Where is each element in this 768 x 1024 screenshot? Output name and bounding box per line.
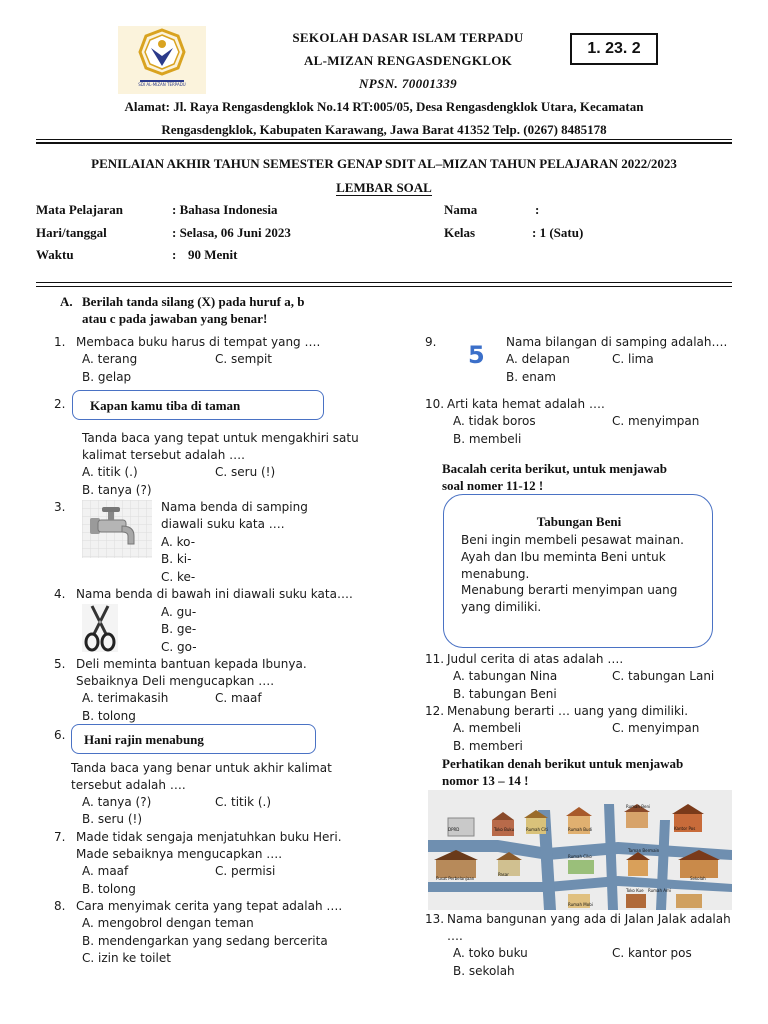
address-line-1: Alamat: Jl. Raya Rengasdengklok No.14 RT:005/05, Desa Rengasdengklok Utara, Kecamatan bbox=[124, 99, 644, 114]
map-label-rumah-ami: Rumah Ami bbox=[648, 888, 672, 893]
q5-text-2: Sebaiknya Deli mengucapkan …. bbox=[76, 674, 275, 688]
q6-option-b[interactable]: B. seru (!) bbox=[82, 812, 143, 826]
q7-option-a[interactable]: A. maaf bbox=[82, 864, 129, 878]
q4-number: 4. bbox=[54, 587, 66, 601]
q1-option-a[interactable]: A. terang bbox=[82, 352, 138, 366]
name-value: : bbox=[535, 202, 540, 217]
q5-option-b[interactable]: B. tolong bbox=[82, 709, 136, 723]
q3-option-b[interactable]: B. ki- bbox=[161, 552, 192, 566]
map-label-rumah-budi: Rumah Budi bbox=[568, 827, 593, 832]
q10-number: 10. bbox=[425, 397, 445, 411]
story-intro-1: Bacalah cerita berikut, untuk menjawab bbox=[442, 461, 667, 476]
q7-text-2: Made sebaiknya mengucapkan …. bbox=[76, 847, 283, 861]
q1-option-b[interactable]: B. gelap bbox=[82, 370, 132, 384]
q4-option-b[interactable]: B. ge- bbox=[161, 622, 197, 636]
q6-text-2: tersebut adalah …. bbox=[71, 778, 186, 792]
map-label-toko-buku: Toko Buku bbox=[494, 827, 515, 832]
map-label-rumah-beni: Rumah Beni bbox=[626, 804, 651, 809]
faucet-image bbox=[82, 500, 152, 558]
map-label-dprd: DPRD bbox=[448, 827, 460, 832]
q9-option-a[interactable]: A. delapan bbox=[506, 352, 570, 366]
q3-option-c[interactable]: C. ke- bbox=[161, 570, 196, 584]
story-title: Tabungan Beni bbox=[536, 514, 622, 529]
npsn: NPSN. 70001339 bbox=[358, 76, 458, 91]
q7-number: 7. bbox=[54, 830, 66, 844]
q2-text-2: kalimat tersebut adalah …. bbox=[82, 448, 245, 462]
q5-option-a[interactable]: A. terimakasih bbox=[82, 691, 169, 705]
q4-text: Nama benda di bawah ini diawali suku kata…. bbox=[76, 587, 353, 601]
q9-numeral: 5 bbox=[468, 341, 485, 369]
q13-option-a[interactable]: A. toko buku bbox=[453, 946, 528, 960]
story-line-1: Beni ingin membeli pesawat mainan. bbox=[461, 533, 684, 547]
q10-option-a[interactable]: A. tidak boros bbox=[453, 414, 536, 428]
date-label: Hari/tanggal bbox=[36, 225, 107, 240]
q2-text-1: Tanda baca yang tepat untuk mengakhiri satu bbox=[82, 431, 359, 445]
q13-text-2: …. bbox=[447, 929, 463, 943]
map-label-pusat-perbelanjaan: Pusat Perbelanjaan bbox=[436, 876, 475, 881]
q10-option-b[interactable]: B. membeli bbox=[453, 432, 522, 446]
info-divider-bottom bbox=[36, 286, 732, 287]
address-line-2: Rengasdengklok, Kabupaten Karawang, Jawa Barat 41352 Telp. (0267) 8485178 bbox=[161, 122, 607, 137]
faucet-icon bbox=[82, 500, 152, 558]
map-illustration bbox=[428, 790, 732, 910]
q11-option-c[interactable]: C. tabungan Lani bbox=[612, 669, 715, 683]
map-label-sekolah: Sekolah bbox=[690, 876, 706, 881]
exam-subtitle-text: LEMBAR SOAL bbox=[336, 180, 432, 195]
q11-option-b[interactable]: B. tabungan Beni bbox=[453, 687, 557, 701]
school-logo bbox=[118, 26, 206, 94]
map-label-toko-kue: Toko Kue bbox=[626, 888, 644, 893]
q8-number: 8. bbox=[54, 899, 66, 913]
q6-sentence-box bbox=[71, 724, 316, 754]
q4-option-a[interactable]: A. gu- bbox=[161, 605, 197, 619]
q6-sentence: Hani rajin menabung bbox=[84, 732, 204, 747]
story-line-4: Menabung berarti menyimpan uang bbox=[461, 583, 678, 597]
header-divider-bottom bbox=[36, 142, 732, 144]
map-label-pasar: Pasar bbox=[498, 872, 509, 877]
time-value: 90 Menit bbox=[188, 247, 238, 262]
story-line-2: Ayah dan Ibu meminta Beni untuk bbox=[461, 550, 666, 564]
q2-sentence-box bbox=[72, 390, 324, 420]
q8-option-c[interactable]: C. izin ke toilet bbox=[82, 951, 171, 965]
q2-option-c[interactable]: C. seru (!) bbox=[215, 465, 276, 479]
scissors-image bbox=[82, 604, 118, 652]
q11-text: Judul cerita di atas adalah …. bbox=[447, 652, 624, 666]
q1-option-c[interactable]: C. sempit bbox=[215, 352, 272, 366]
logo-caption: SDI AL-MIZAN TERPADU bbox=[138, 82, 186, 87]
q2-number: 2. bbox=[54, 397, 66, 411]
document-code: 1. 23. 2 bbox=[570, 33, 658, 65]
map-label-rumah-mobi: Rumah Mobi bbox=[568, 902, 593, 907]
q3-text-2: diawali suku kata …. bbox=[161, 517, 285, 531]
q9-number: 9. bbox=[425, 335, 437, 349]
q6-option-a[interactable]: A. tanya (?) bbox=[82, 795, 152, 809]
q12-option-c[interactable]: C. menyimpan bbox=[612, 721, 700, 735]
q1-number: 1. bbox=[54, 335, 66, 349]
q2-option-a[interactable]: A. titik (.) bbox=[82, 465, 138, 479]
school-name: SEKOLAH DASAR ISLAM TERPADU bbox=[292, 30, 524, 45]
exam-title: PENILAIAN AKHIR TAHUN SEMESTER GENAP SDIT AL–MIZAN TAHUN PELAJARAN 2022/2023 bbox=[91, 156, 677, 171]
q12-option-b[interactable]: B. memberi bbox=[453, 739, 523, 753]
q13-option-c[interactable]: C. kantor pos bbox=[612, 946, 692, 960]
exam-subtitle bbox=[0, 180, 768, 196]
q12-option-a[interactable]: A. membeli bbox=[453, 721, 522, 735]
q3-text-1: Nama benda di samping bbox=[161, 500, 308, 514]
class-value: : 1 (Satu) bbox=[532, 225, 584, 240]
q9-text: Nama bilangan di samping adalah…. bbox=[506, 335, 728, 349]
name-label: Nama bbox=[444, 202, 478, 217]
map-intro-2: nomor 13 – 14 ! bbox=[442, 773, 529, 788]
q13-text-1: Nama bangunan yang ada di Jalan Jalak adalah bbox=[447, 912, 731, 926]
section-a-label: A. bbox=[60, 294, 73, 309]
q12-number: 12. bbox=[425, 704, 445, 718]
q13-number: 13. bbox=[425, 912, 445, 926]
q3-option-a[interactable]: A. ko- bbox=[161, 535, 196, 549]
neighborhood-map bbox=[428, 790, 732, 910]
q3-number: 3. bbox=[54, 500, 66, 514]
q13-option-b[interactable]: B. sekolah bbox=[453, 964, 515, 978]
q9-option-c[interactable]: C. lima bbox=[612, 352, 654, 366]
header-divider-top bbox=[36, 139, 732, 140]
story-intro-2: soal nomer 11-12 ! bbox=[442, 478, 544, 493]
q2-sentence: Kapan kamu tiba di taman bbox=[90, 398, 241, 413]
subject-value: : Bahasa Indonesia bbox=[172, 202, 278, 217]
q10-option-c[interactable]: C. menyimpan bbox=[612, 414, 700, 428]
class-label: Kelas bbox=[444, 225, 476, 240]
q4-option-c[interactable]: C. go- bbox=[161, 640, 197, 654]
q7-option-b[interactable]: B. tolong bbox=[82, 882, 136, 896]
map-label-taman-bermain: Taman Bermain bbox=[628, 848, 660, 853]
q5-text-1: Deli meminta bantuan kepada Ibunya. bbox=[76, 657, 307, 671]
q11-option-a[interactable]: A. tabungan Nina bbox=[453, 669, 558, 683]
q5-option-c[interactable]: C. maaf bbox=[215, 691, 262, 705]
q9-option-b[interactable]: B. enam bbox=[506, 370, 556, 384]
q12-text: Menabung berarti … uang yang dimiliki. bbox=[447, 704, 689, 718]
time-label: Waktu bbox=[36, 247, 74, 262]
q11-number: 11. bbox=[425, 652, 445, 666]
school-subname: AL-MIZAN RENGASDENGKLOK bbox=[303, 53, 513, 68]
subject-label: Mata Pelajaran bbox=[36, 202, 124, 217]
q8-option-b[interactable]: B. mendengarkan yang sedang bercerita bbox=[82, 934, 328, 948]
time-colon: : bbox=[172, 247, 177, 262]
map-label-rumah-citi: Rumah Citi bbox=[526, 827, 548, 832]
date-value: : Selasa, 06 Juni 2023 bbox=[172, 225, 291, 240]
story-line-5: yang dimiliki. bbox=[461, 600, 542, 614]
q10-text: Arti kata hemat adalah …. bbox=[447, 397, 605, 411]
q7-text-1: Made tidak sengaja menjatuhkan buku Heri. bbox=[76, 830, 342, 844]
map-label-rumah-ciko: Rumah Ciko bbox=[568, 854, 592, 859]
map-intro-1: Perhatikan denah berikut untuk menjawab bbox=[442, 756, 684, 771]
q7-option-c[interactable]: C. permisi bbox=[215, 864, 276, 878]
q6-text-1: Tanda baca yang benar untuk akhir kalimat bbox=[71, 761, 332, 775]
info-divider-top bbox=[36, 282, 732, 283]
scissors-icon bbox=[82, 604, 118, 652]
q1-text: Membaca buku harus di tempat yang …. bbox=[76, 335, 321, 349]
section-a-instruction-2: atau c pada jawaban yang benar! bbox=[82, 311, 268, 326]
q8-option-a[interactable]: A. mengobrol dengan teman bbox=[82, 916, 254, 930]
q8-text: Cara menyimak cerita yang tepat adalah …. bbox=[76, 899, 343, 913]
q2-option-b[interactable]: B. tanya (?) bbox=[82, 483, 152, 497]
story-box bbox=[443, 494, 713, 648]
q6-option-c[interactable]: C. titik (.) bbox=[215, 795, 272, 809]
q6-number: 6. bbox=[54, 728, 66, 742]
map-label-kantor-pos: Kantor Pos bbox=[674, 826, 696, 831]
section-a-instruction-1: Berilah tanda silang (X) pada huruf a, b bbox=[82, 294, 305, 309]
story-line-3: menabung. bbox=[461, 567, 530, 581]
q5-number: 5. bbox=[54, 657, 66, 671]
